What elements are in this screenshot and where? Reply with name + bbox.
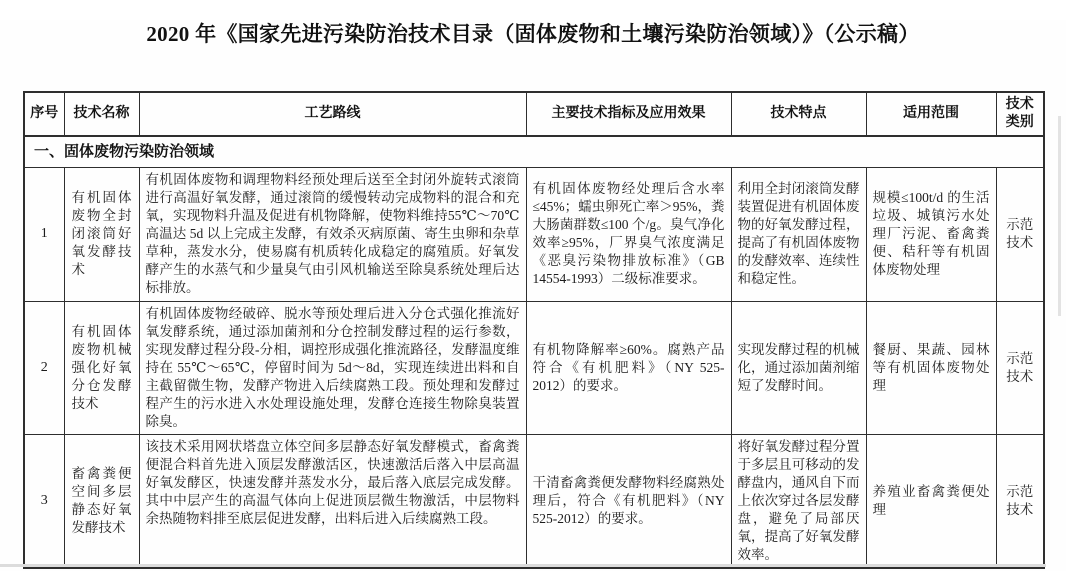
- cell-serial: 1: [24, 167, 64, 301]
- cell-serial: 2: [24, 301, 64, 434]
- col-header-scope: 适用范围: [866, 92, 996, 136]
- cell-tech-name: 有机固体废物全封闭滚筒好氧发酵技术: [64, 167, 139, 301]
- scan-artifact-right: [1058, 116, 1061, 316]
- cell-category: 示范技术: [996, 434, 1044, 568]
- table-header-row: [24, 92, 1044, 136]
- cell-scope: 规模≤100t/d 的生活垃圾、城镇污水处理厂污泥、畜禽粪便、秸秆等有机固体废物处理: [866, 167, 996, 301]
- col-header-category: 技术类别: [996, 92, 1044, 136]
- cell-features: 将好氧发酵过程分置于多层且可移动的发酵盘内，通风自下而上依次穿过各层发酵盘，避免了局部厌氧，提高了好氧发酵效率。: [731, 434, 866, 568]
- page-title: 2020 年《国家先进污染防治技术目录（固体废物和土壤污染防治领域）》（公示稿）: [146, 22, 920, 46]
- cell-process-route: 该技术采用网状塔盘立体空间多层静态好氧发酵模式，畜禽粪便混合料首先进入顶层发酵激活区，快速激活后落入中层高温好氧发酵区，快速发酵并蒸发水分，最后落入底层完成发酵。其中中层产生的高温气体向上促进顶层微生物激活，中层物料余热随物料排至底层促进发酵，出料后进入后续腐熟工段。: [139, 434, 526, 568]
- section-row: [24, 136, 1044, 167]
- document-page: [0, 20, 1066, 571]
- cell-scope: 餐厨、果蔬、园林等有机固体废物处理: [866, 301, 996, 434]
- cell-features: 实现发酵过程的机械化，通过添加菌剂缩短了发酵时间。: [731, 301, 866, 434]
- cell-serial: 3: [24, 434, 64, 568]
- col-header-tech-name: 技术名称: [64, 92, 139, 136]
- cell-scope: 养殖业畜禽粪便处理: [866, 434, 996, 568]
- col-header-indicators: 主要技术指标及应用效果: [526, 92, 731, 136]
- scan-artifact-bottom: [0, 564, 1046, 567]
- cell-tech-name: 畜禽粪便空间多层静态好氧发酵技术: [64, 434, 139, 568]
- col-header-process-route: 工艺路线: [139, 92, 526, 136]
- cell-indicators: 干清畜禽粪便发酵物料经腐熟处理后，符合《有机肥料》（NY 525-2012）的要求。: [526, 434, 731, 568]
- cell-tech-name: 有机固体废物机械强化好氧分仓发酵技术: [64, 301, 139, 434]
- col-header-features: 技术特点: [731, 92, 866, 136]
- table-row: [24, 434, 1044, 568]
- cell-indicators: 有机物降解率≥60%。腐熟产品符合《有机肥料》（NY 525-2012）的要求。: [526, 301, 731, 434]
- table-row: [24, 301, 1044, 434]
- cell-category: 示范技术: [996, 167, 1044, 301]
- cell-process-route: 有机固体废物和调理物料经预处理后送至全封闭外旋转式滚筒进行高温好氧发酵，通过滚筒的缓慢转动完成物料的混合和充氧，实现物料升温及促进有机物降解，使物料维持55℃～70℃高温达 5d 以上完成主发酵，有效杀灭病原菌、寄生虫卵和杂草草种，蒸发水分，使易腐有机质转化成稳定的腐殖质。好氧发酵产生的水蒸气和少量臭气由引风机输送至除臭系统处理后达标排放。: [139, 167, 526, 301]
- technology-catalog-table: [23, 91, 1045, 569]
- cell-indicators: 有机固体废物经处理后含水率≤45%；蠕虫卵死亡率＞95%，粪大肠菌群数≤100 个/g。臭气净化效率≥95%，厂界臭气浓度满足《恶臭污染物排放标准》（GB 14554-1993）二级标准要求。: [526, 167, 731, 301]
- section-title: 一、固体废物污染防治领域: [24, 136, 1044, 167]
- cell-features: 利用全封闭滚筒发酵装置促进有机固体废物的好氧发酵过程，提高了有机固体废物的发酵效率、连续性和稳定性。: [731, 167, 866, 301]
- cell-category: 示范技术: [996, 301, 1044, 434]
- table-row: [24, 167, 1044, 301]
- cell-process-route: 有机固体废物经破碎、脱水等预处理后进入分仓式强化推流好氧发酵系统，通过添加菌剂和分仓控制发酵过程的运行参数，实现发酵过程分段-分相，调控形成强化推流路径，发酵温度维持在 55℃～65℃，停留时间为 5d～8d，实现连续进出料和自主截留微生物，发酵产物进入后续腐熟工段。预处理和发酵过程产生的污水进入水处理设施处理，发酵仓连接生物除臭装置除臭。: [139, 301, 526, 434]
- col-header-serial: 序号: [24, 92, 64, 136]
